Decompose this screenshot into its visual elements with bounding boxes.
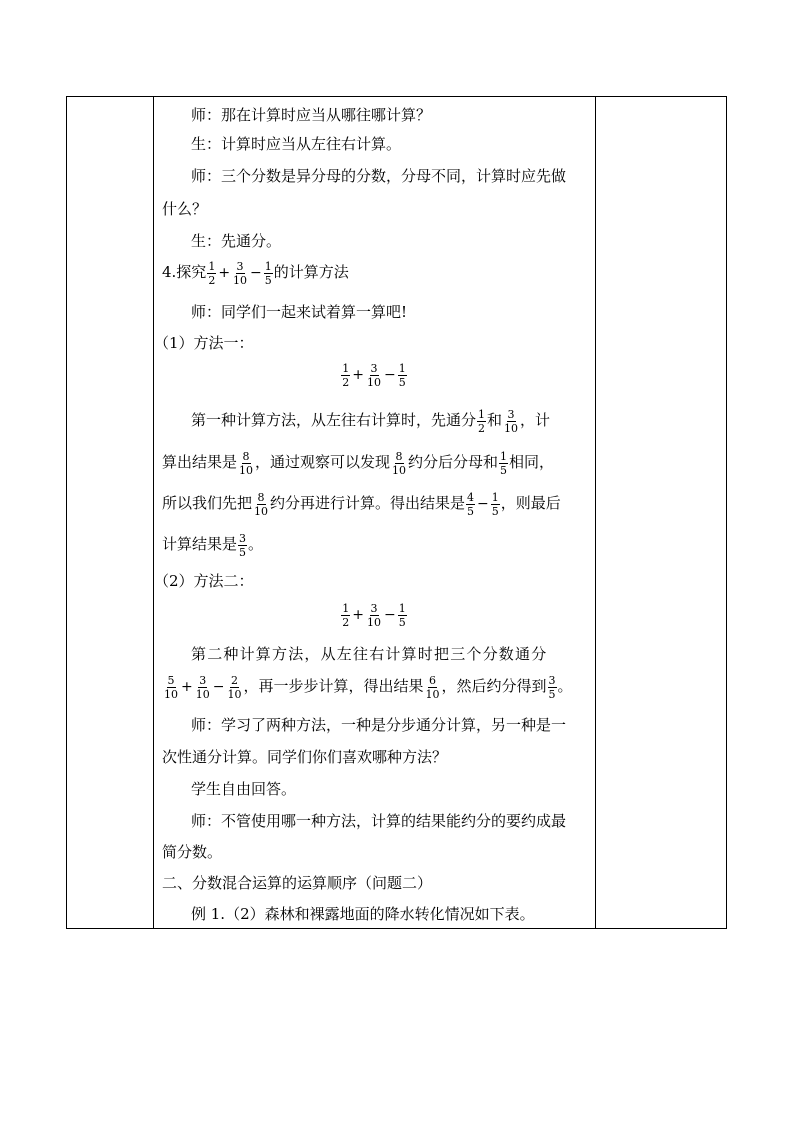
fraction: $\frac{5}{10}$ bbox=[164, 673, 178, 701]
text-line: 第二种计算方法，从左往右计算时把三个分数通分 bbox=[191, 645, 548, 663]
fraction: $\frac{1}{2}$ bbox=[342, 361, 350, 389]
fraction: $\frac{3}{10}$ bbox=[233, 259, 248, 287]
fraction: $\frac{2}{10}$ bbox=[227, 673, 242, 701]
text-line: 师：那在计算时应当从哪往哪计算？ bbox=[191, 106, 432, 124]
text-line: 师：不管使用哪一种方法，计算的结果能约分的要约成最 bbox=[191, 812, 567, 830]
text-line: 次性通分计算。同学们你们喜欢哪种方法？ bbox=[162, 748, 448, 766]
section-heading: 二、分数混合运算的运算顺序（问题二） bbox=[162, 874, 433, 892]
column-divider bbox=[153, 97, 154, 928]
text-line: 师：学习了两种方法，一种是分步通分计算，另一种是一 bbox=[191, 716, 567, 734]
text-line: 第一种计算方法，从左往右计算时，先通分 $\frac{1}{2}$ 和 $\frac{3}{10}$ ，计 bbox=[191, 407, 551, 435]
fraction: $\frac{1}{5}$ bbox=[264, 259, 272, 287]
column-divider bbox=[595, 97, 596, 928]
expression: $\frac{1}{2}$ + $\frac{3}{10}$ − $\frac{1}{5}$ bbox=[342, 601, 406, 629]
text-line: 生：先通分。 bbox=[191, 232, 282, 250]
fraction: $\frac{6}{10}$ bbox=[425, 673, 440, 701]
fraction: $\frac{3}{5}$ bbox=[239, 531, 247, 559]
text-line: 计算结果是 $\frac{3}{5}$ 。 bbox=[162, 531, 264, 559]
fraction: $\frac{1}{2}$ bbox=[342, 601, 350, 629]
fraction: $\frac{3}{10}$ bbox=[504, 407, 519, 435]
fraction: $\frac{3}{10}$ bbox=[367, 601, 381, 629]
fraction: $\frac{3}{10}$ bbox=[367, 361, 381, 389]
text-line: 简分数。 bbox=[162, 843, 223, 861]
fraction: $\frac{1}{2}$ bbox=[478, 407, 486, 435]
fraction: $\frac{4}{5}$ bbox=[467, 490, 475, 518]
section-heading: 4.探究 $\frac{1}{2}$ + $\frac{3}{10}$ − $\frac{1}{5}$ 的计算方法 bbox=[162, 259, 349, 287]
text-line: $\frac{5}{10}$ + $\frac{3}{10}$ − $\frac{2}{10}$ ，再一步步计算，得出结果 $\frac{6}{10}$ ，然后约分得到 $\frac{3}{5}$ 。 bbox=[164, 673, 573, 701]
fraction: $\frac{1}{2}$ bbox=[208, 259, 216, 287]
expression: $\frac{1}{2}$ + $\frac{3}{10}$ − $\frac{1}{5}$ bbox=[342, 361, 406, 389]
text-line: 算出结果是 $\frac{8}{10}$ ，通过观察可以发现 $\frac{8}{10}$ 约分后分母和 $\frac{1}{5}$ 相同， bbox=[162, 449, 555, 477]
text-line: （1）方法一： bbox=[154, 334, 254, 352]
text-line: （2）方法二： bbox=[154, 572, 254, 590]
fraction: $\frac{3}{5}$ bbox=[548, 673, 556, 701]
text-line: 例 1.（2）森林和裸露地面的降水转化情况如下表。 bbox=[191, 905, 535, 923]
text-line: 什么？ bbox=[162, 200, 208, 218]
text-line: 生：计算时应当从左往右计算。 bbox=[191, 135, 402, 153]
fraction: $\frac{8}{10}$ bbox=[239, 449, 254, 477]
fraction: $\frac{8}{10}$ bbox=[254, 490, 269, 518]
text-line: 师：三个分数是异分母的分数，分母不同，计算时应先做 bbox=[191, 167, 567, 185]
fraction: $\frac{1}{5}$ bbox=[398, 361, 406, 389]
fraction: $\frac{1}{5}$ bbox=[398, 601, 406, 629]
fraction: $\frac{1}{5}$ bbox=[491, 490, 499, 518]
text-line: 学生自由回答。 bbox=[191, 780, 297, 798]
fraction: $\frac{8}{10}$ bbox=[392, 449, 407, 477]
fraction: $\frac{3}{10}$ bbox=[195, 673, 210, 701]
text-line: 师：同学们一起来试着算一算吧! bbox=[191, 303, 408, 321]
fraction: $\frac{1}{5}$ bbox=[500, 449, 508, 477]
lesson-table bbox=[66, 96, 727, 929]
text-line: 所以我们先把 $\frac{8}{10}$ 约分再进行计算。得出结果是 $\frac{4}{5}$ − $\frac{1}{5}$ ，则最后 bbox=[162, 490, 561, 518]
